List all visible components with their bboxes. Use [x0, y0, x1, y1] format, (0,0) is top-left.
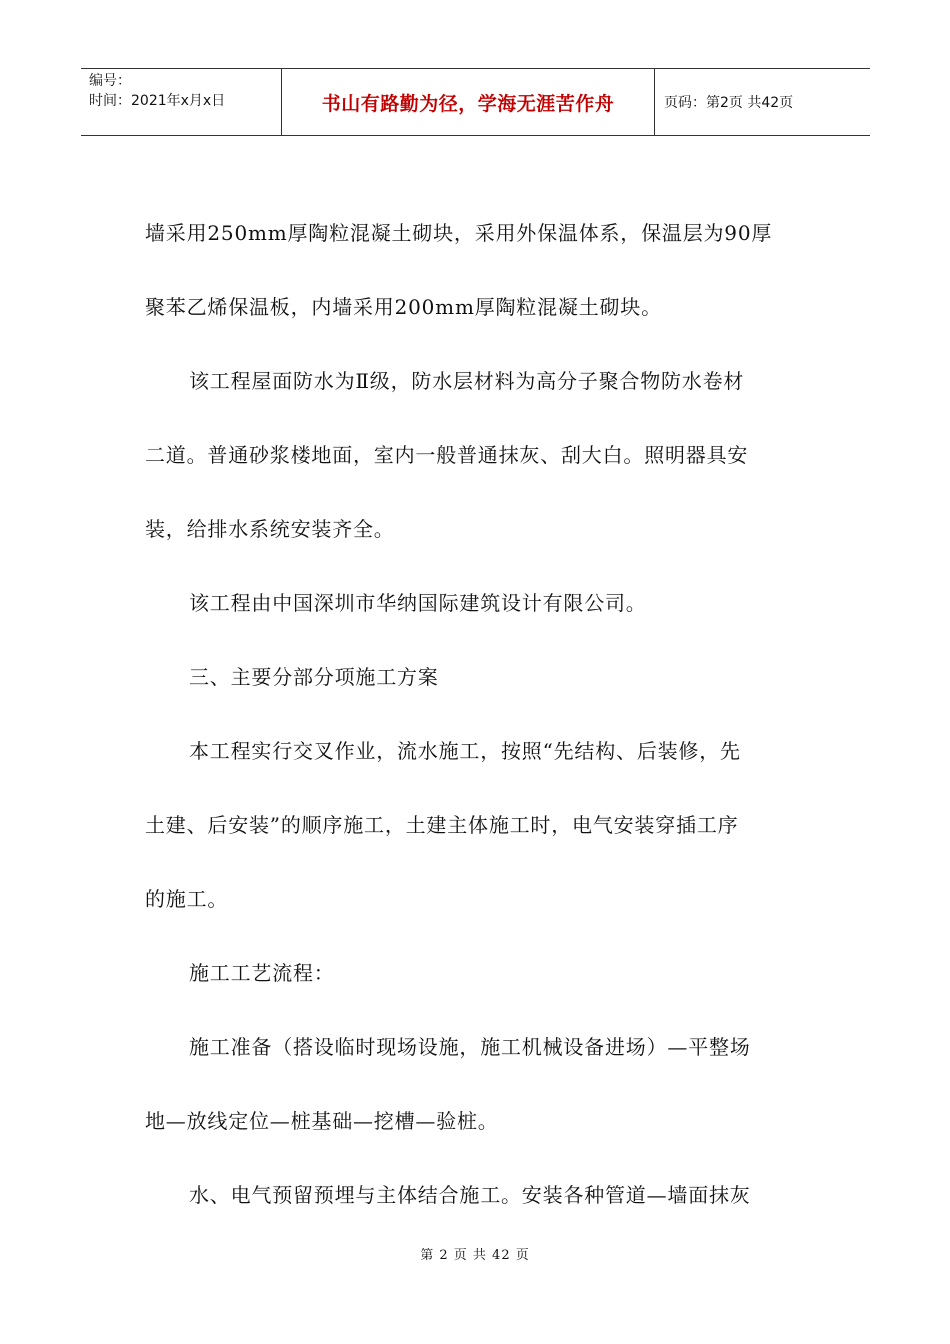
body-line: 本工程实行交叉作业，流水施工，按照“先结构、后装修，先 [189, 739, 741, 763]
body-line: 墙采用250mm厚陶粒混凝土砌块，采用外保温体系，保温层为90厚 [145, 221, 773, 245]
body-line: 地—放线定位—桩基础—挖槽—验桩。 [145, 1109, 499, 1133]
section-heading: 三、主要分部分项施工方案 [189, 665, 439, 689]
header-page-info: 页码：第2页 共42页 [664, 95, 794, 111]
document-body [145, 196, 805, 1232]
body-line: 二道。普通砂浆楼地面，室内一般普通抹灰、刮大白。照明器具安 [145, 443, 749, 467]
header-motto: 书山有路勤为径，学海无涯苦作舟 [321, 92, 615, 115]
page-footer: 第 2 页 共 42 页 [420, 1248, 530, 1263]
body-line: 的施工。 [145, 887, 229, 911]
body-line: 施工工艺流程： [189, 961, 335, 985]
body-line: 水、电气预留预埋与主体结合施工。安装各种管道—墙面抹灰 [189, 1183, 751, 1207]
body-line: 施工准备（搭设临时现场设施，施工机械设备进场）—平整场 [189, 1035, 751, 1059]
header-motto-cell [282, 69, 655, 135]
body-line: 该工程由中国深圳市华纳国际建筑设计有限公司。 [189, 591, 647, 615]
body-line: 装，给排水系统安装齐全。 [145, 517, 395, 541]
body-line: 该工程屋面防水为Ⅱ级，防水层材料为高分子聚合物防水卷材 [189, 369, 745, 393]
header-meta-cell [81, 69, 282, 135]
body-line: 聚苯乙烯保温板，内墙采用200mm厚陶粒混凝土砌块。 [145, 295, 662, 319]
page-header [81, 68, 870, 136]
header-page-cell [655, 69, 870, 135]
document-time-label: 时间：2021年x月x日 [89, 93, 226, 109]
document-number-label: 编号： [89, 73, 131, 89]
body-line: 土建、后安装”的顺序施工，土建主体施工时，电气安装穿插工序 [145, 813, 739, 837]
